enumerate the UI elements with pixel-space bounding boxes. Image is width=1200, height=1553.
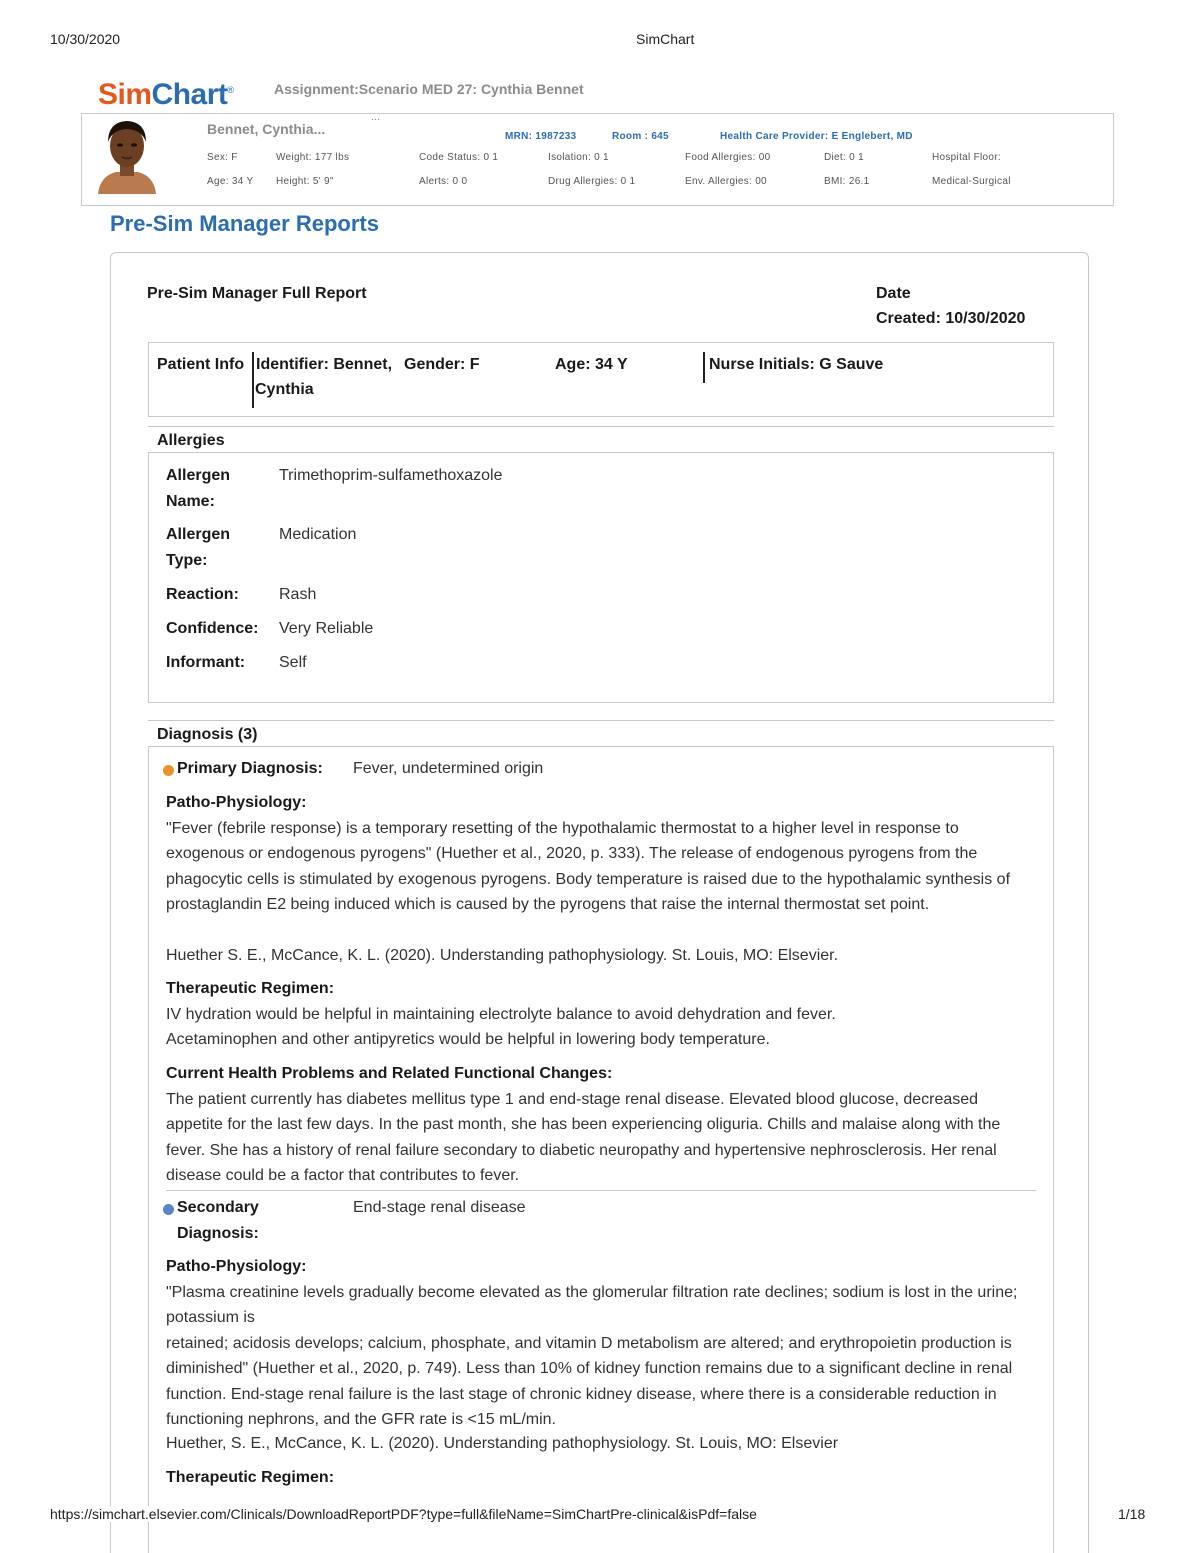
informant-value: Self xyxy=(279,654,307,671)
patient-drug-allergies: Drug Allergies: 0 1 xyxy=(548,176,636,187)
reaction-label: Reaction: xyxy=(166,586,239,603)
simchart-logo[interactable] xyxy=(98,78,234,112)
secondary-diagnosis-label-2: Diagnosis: xyxy=(177,1225,259,1242)
current-health-label: Current Health Problems and Related Functional Changes: xyxy=(166,1065,613,1082)
current-health-text: The patient currently has diabetes mellitus type 1 and end-stage renal disease. Elevated blood glucose, decreased appetite for the last few days. In the past month, she has been experiencing oliguria. Chills and malaise along with the fever. She has a history of renal failure secondary to diabetic neuropathy and hypertensive nephrosclerosis. Her renal disease could be a factor that contributes to fever. xyxy=(166,1091,1001,1184)
patient-diet: Diet: 0 1 xyxy=(824,152,864,163)
primary-patho-label: Patho-Physiology: xyxy=(166,794,307,811)
patient-identifier: Identifier: Bennet, xyxy=(256,356,393,373)
allergies-header xyxy=(148,426,1054,450)
patient-identifier-2: Cynthia xyxy=(255,381,314,398)
secondary-patho-text-2: retained; acidosis develops; calcium, phosphate, and vitamin D metabolism are altered; and erythropoietin production is diminished" (Huether et al., 2020, p. 749). Less than 10% of kidney function remains due to a significant decline in renal function. End-stage renal failure is the last stage of chronic kidney disease, where there is a considerable reduction in functioning nephrons, and the GFR rate is <15 mL/min. xyxy=(166,1335,1013,1428)
nurse-initials: Nurse Initials: G Sauve xyxy=(709,356,884,373)
report-date-created: Created: 10/30/2020 xyxy=(876,310,1026,327)
allergen-name-value: Trimethoprim-sulfamethoxazole xyxy=(279,467,503,484)
report-title: Pre-Sim Manager Full Report xyxy=(147,285,367,302)
patient-sex: Sex: F xyxy=(207,152,238,163)
patient-alerts: Alerts: 0 0 xyxy=(419,176,468,187)
more-icon[interactable]: ... xyxy=(371,111,381,123)
patient-mrn: MRN: 1987233 xyxy=(505,131,577,142)
reaction-value: Rash xyxy=(279,586,317,603)
patient-bmi: BMI: 26.1 xyxy=(824,176,870,187)
patient-age: Age: 34 Y xyxy=(207,176,254,187)
footer-page-number: 1/18 xyxy=(1118,1506,1146,1522)
patient-name[interactable]: Bennet, Cynthia... xyxy=(207,121,326,137)
allergen-type-value: Medication xyxy=(279,526,357,543)
primary-diagnosis-value: Fever, undetermined origin xyxy=(353,760,544,777)
patient-code-status: Code Status: 0 1 xyxy=(419,152,499,163)
secondary-diagnosis-bullet-icon xyxy=(163,1204,174,1215)
patient-info-label: Patient Info xyxy=(157,356,245,373)
patient-height: Height: 5' 9" xyxy=(276,176,334,187)
report-date-label: Date xyxy=(876,285,911,302)
divider xyxy=(252,352,254,408)
primary-patho-text: "Fever (febrile response) is a temporary resetting of the hypothalamic thermostat to a higher level in response to exogenous or endogenous pyrogens" (Huether et al., 2020, p. 333). The release of endogenous pyrogens from the phagocytic cells is stimulated by exogenous pyrogens. Body temperature is raised due to the hypothalamic synthesis of prostaglandin E2 being induced which is caused by the pyrogens that raise the internal thermostat set point. xyxy=(166,820,1011,913)
patient-info-box xyxy=(148,342,1054,417)
print-date: 10/30/2020 xyxy=(50,31,121,47)
primary-diagnosis-label: Primary Diagnosis: xyxy=(177,760,323,777)
patient-info-age: Age: 34 Y xyxy=(555,356,628,373)
page-title: Pre-Sim Manager Reports xyxy=(110,211,379,236)
secondary-patho-reference: Huether, S. E., McCance, K. L. (2020). Understanding pathophysiology. St. Louis, MO: Elsevier xyxy=(166,1435,839,1452)
divider xyxy=(1044,426,1054,427)
secondary-patho-text-1: "Plasma creatinine levels gradually become elevated as the glomerular filtration rate declines; sodium is lost in the urine; potassium is xyxy=(166,1284,1018,1327)
hospital-floor-label: Hospital Floor: xyxy=(932,152,1001,163)
logo-sim: Sim xyxy=(98,78,152,111)
footer-url[interactable]: https://simchart.elsevier.com/Clinicals/DownloadReportPDF?type=full&fileName=SimChartPre-clinical&isPdf=false xyxy=(50,1506,763,1522)
divider xyxy=(1044,720,1054,721)
primary-therapy-label: Therapeutic Regimen: xyxy=(166,980,335,997)
assignment-title: Assignment:Scenario MED 27: Cynthia Bennet xyxy=(274,81,584,97)
logo-reg: ® xyxy=(227,85,234,95)
informant-label: Informant: xyxy=(166,654,246,671)
patient-gender: Gender: F xyxy=(404,356,480,373)
patient-avatar xyxy=(94,116,160,194)
divider xyxy=(703,352,705,383)
patient-room: Room : 645 xyxy=(612,131,669,142)
primary-patho-reference: Huether S. E., McCance, K. L. (2020). Understanding pathophysiology. St. Louis, MO: Elsevier. xyxy=(166,947,839,964)
primary-therapy-1: IV hydration would be helpful in maintaining electrolyte balance to avoid dehydration and fever. xyxy=(166,1006,836,1023)
patient-food-allergies: Food Allergies: 00 xyxy=(685,152,771,163)
patient-isolation: Isolation: 0 1 xyxy=(548,152,609,163)
confidence-label: Confidence: xyxy=(166,620,259,637)
secondary-patho-label: Patho-Physiology: xyxy=(166,1258,307,1275)
divider xyxy=(166,1190,1036,1191)
patient-env-allergies: Env. Allergies: 00 xyxy=(685,176,767,187)
patient-weight: Weight: 177 lbs xyxy=(276,152,350,163)
allergen-type-label: Allergen Type: xyxy=(166,526,231,569)
primary-diagnosis-bullet-icon xyxy=(163,765,174,776)
logo-chart: Chart xyxy=(151,78,228,111)
diagnosis-title: Diagnosis (3) xyxy=(157,726,258,743)
secondary-therapy-label: Therapeutic Regimen: xyxy=(166,1469,335,1486)
secondary-diagnosis-label: Secondary xyxy=(177,1199,259,1216)
diagnosis-header xyxy=(148,720,1054,744)
primary-therapy-2: Acetaminophen and other antipyretics would be helpful in lowering body temperature. xyxy=(166,1031,770,1048)
secondary-diagnosis-value: End-stage renal disease xyxy=(353,1199,526,1216)
print-title: SimChart xyxy=(636,31,695,47)
hospital-floor: Medical-Surgical xyxy=(932,176,1011,187)
patient-provider: Health Care Provider: E Englebert, MD xyxy=(720,131,913,142)
allergen-name-label: Allergen Name: xyxy=(166,467,231,510)
confidence-value: Very Reliable xyxy=(279,620,374,637)
allergies-title: Allergies xyxy=(157,432,225,449)
